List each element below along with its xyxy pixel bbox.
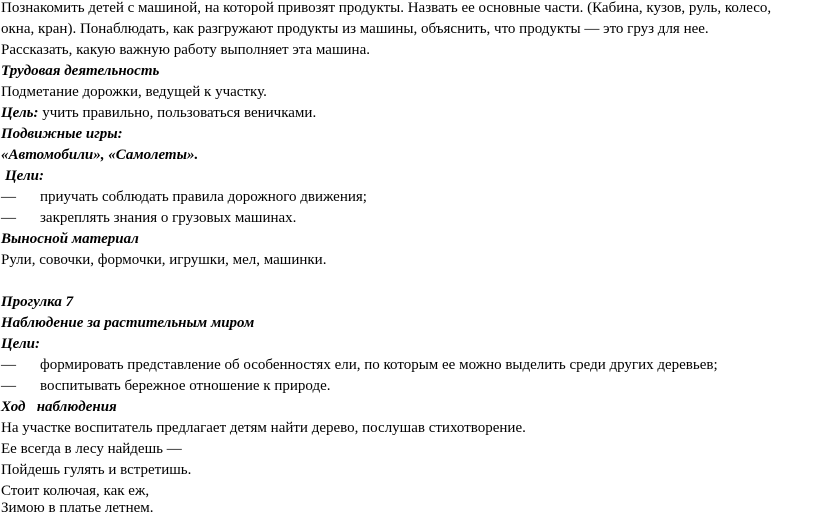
walk7-goal-2: воспитывать бережное отношение к природе.: [40, 378, 331, 394]
walk7-subheading: Наблюдение за растительным миром: [1, 315, 255, 331]
poem-line-3: Стоит колючая, как еж,: [1, 483, 150, 499]
walk7-goal-1: формировать представление об особенностях ели, по которым ее можно выделить среди других деревьев;: [40, 357, 718, 373]
labor-goal-label: Цель:: [1, 105, 39, 121]
games-goal-1: приучать соблюдать правила дорожного движения;: [40, 189, 367, 205]
material-heading: Выносной материал: [1, 231, 139, 247]
labor-goal: [1, 105, 316, 122]
labor-goal-text: учить правильно, пользоваться веничками.: [38, 105, 317, 121]
poem-line-4: Зимою в платье летнем.: [1, 500, 154, 516]
games-goal-dash-2: —: [1, 210, 16, 226]
walk7-goal-dash-2: —: [1, 378, 16, 394]
walk7-course-text: На участке воспитатель предлагает детям найти дерево, послушав стихотворение.: [1, 420, 526, 436]
walk7-goal-dash-1: —: [1, 357, 16, 373]
labor-text: Подметание дорожки, ведущей к участку.: [1, 84, 267, 100]
poem-line-1: Ее всегда в лесу найдешь —: [1, 441, 182, 457]
intro-line-2: окна, кран). Понаблюдать, как разгружают продукты из машины, объяснить, что продукты — это груз для нее.: [1, 21, 709, 37]
games-goal-dash-1: —: [1, 189, 16, 205]
walk7-goals-label: Цели:: [1, 336, 40, 352]
walk7-heading: Прогулка 7: [1, 294, 74, 310]
games-goals-label: Цели:: [5, 168, 44, 184]
intro-line-1: Познакомить детей с машиной, на которой привозят продукты. Назвать ее основные части. (Кабина, кузов, руль, колесо,: [1, 0, 772, 16]
material-text: Рули, совочки, формочки, игрушки, мел, машинки.: [1, 252, 327, 268]
intro-line-3: Рассказать, какую важную работу выполняет эта машина.: [1, 42, 370, 58]
poem-line-2: Пойдешь гулять и встретишь.: [1, 462, 192, 478]
games-titles: «Автомобили», «Самолеты».: [1, 147, 199, 163]
games-heading: Подвижные игры:: [1, 126, 123, 142]
labor-heading: Трудовая деятельность: [1, 63, 160, 79]
walk7-course-heading: Ход наблюдения: [1, 399, 117, 415]
games-goal-2: закреплять знания о грузовых машинах.: [40, 210, 297, 226]
